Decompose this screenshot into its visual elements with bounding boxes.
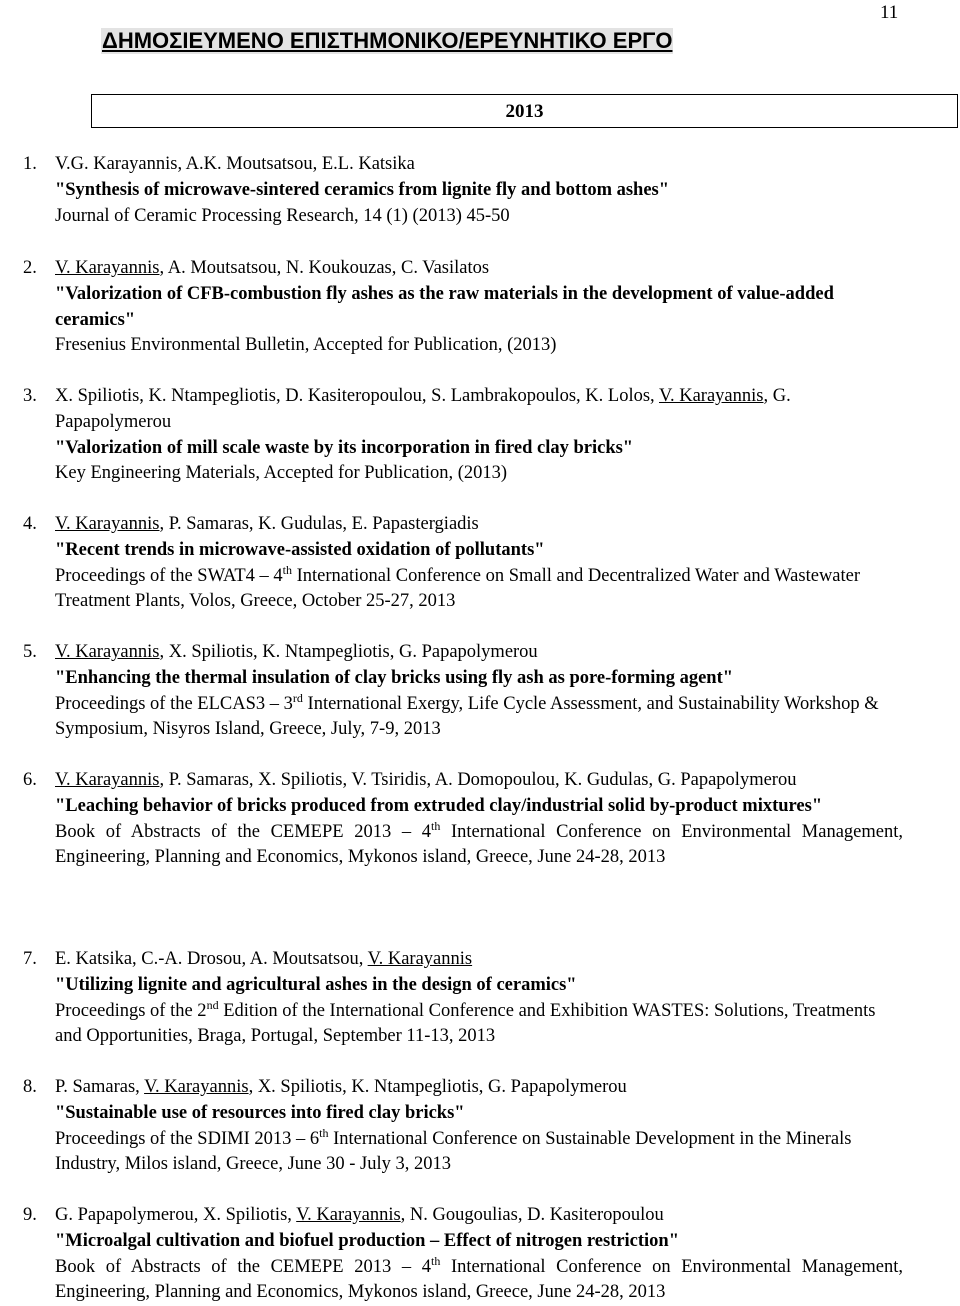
highlighted-author: V. Karayannis [55, 258, 160, 278]
authors-text: E. Katsika, C.-A. Drosou, A. Moutsatsou, [55, 949, 368, 969]
entry-title: "Sustainable use of resources into fired clay bricks" [55, 1102, 465, 1123]
entry-authors [55, 512, 903, 538]
highlighted-author: V. Karayannis [55, 770, 160, 790]
entry-title: "Recent trends in microwave-assisted oxidation of pollutants" [55, 539, 545, 560]
authors-text: , P. Samaras, K. Gudulas, E. Papastergiadis [159, 514, 479, 534]
highlighted-author: V. Karayannis [55, 642, 160, 662]
authors-text: , X. Spiliotis, K. Ntampegliotis, G. Papapolymerou [248, 1077, 627, 1097]
entry-number: 2. [23, 258, 37, 278]
publication-entry [23, 384, 903, 487]
entry-authors [55, 152, 903, 178]
entry-venue: Fresenius Environmental Bulletin, Accepted for Publication, (2013) [55, 335, 557, 356]
entry-venue [55, 1127, 903, 1179]
entry-venue: Journal of Ceramic Processing Research, 14 (1) (2013) 45-50 [55, 205, 510, 226]
entry-authors [55, 1203, 903, 1229]
venue-text: Proceedings of the SDIMI 2013 – 6 [55, 1128, 320, 1149]
publication-entry [23, 512, 903, 615]
venue-text: Edition of the International Conference and Exhibition WASTES: Solutions, Treatments and Opportunities, Braga, Portugal, September 11-13, 2013 [55, 1000, 876, 1047]
entry-authors [55, 1075, 903, 1101]
venue-text: International Conference on Small and Decentralized Water and Wastewater Treatment Plants, Volos, Greece, October 25-27, 2013 [55, 565, 861, 612]
year-header-box [91, 94, 958, 128]
authors-text: , N. Gougoulias, D. Kasiteropoulou [400, 1205, 664, 1225]
authors-text: , A. Moutsatsou, N. Koukouzas, C. Vasilatos [159, 258, 490, 278]
entry-title: "Synthesis of microwave-sintered ceramics from lignite fly and bottom ashes" [55, 179, 670, 200]
venue-text: International Conference on Environmental Management, Engineering, Planning and Economics, Mykonos island, Greece, June 24-28, 2013 [55, 821, 903, 868]
highlighted-author: V. Karayannis [367, 949, 473, 969]
highlighted-author: V. Karayannis [658, 386, 764, 406]
entry-title: "Utilizing lignite and agricultural ashes in the design of ceramics" [55, 974, 577, 995]
entry-authors [55, 947, 903, 973]
entry-title: "Leaching behavior of bricks produced from extruded clay/industrial solid by-product mixtures" [55, 795, 823, 816]
entry-number: 1. [23, 154, 37, 174]
entry-number: 5. [23, 642, 37, 662]
entry-venue [55, 999, 903, 1051]
venue-text: International Exergy, Life Cycle Assessment, and Sustainability Workshop & Symposium, Nisyros Island, Greece, July, 7-9, 2013 [55, 693, 879, 740]
publication-entry [23, 152, 903, 229]
venue-text: Proceedings of the 2 [55, 1000, 207, 1021]
entry-venue [55, 1255, 903, 1306]
authors-text: V.G. Karayannis, A.K. Moutsatsou, E.L. Katsika [55, 154, 415, 174]
venue-text: Proceedings of the SWAT4 – 4 [55, 565, 283, 586]
publication-entry [23, 640, 903, 743]
year-label: 2013 [505, 101, 544, 122]
authors-text: X. Spiliotis, K. Ntampegliotis, D. Kasiteropoulou, S. Lambrakopoulos, K. Lolos, [55, 386, 659, 406]
venue-text: Book of Abstracts of the CEMEPE 2013 – 4 [55, 821, 432, 842]
publication-entry [23, 768, 903, 871]
publication-entry [23, 947, 903, 1050]
entry-authors [55, 640, 903, 666]
entry-venue: Key Engineering Materials, Accepted for Publication, (2013) [55, 463, 508, 484]
entry-authors [55, 768, 903, 794]
page-number: 11 [880, 2, 899, 23]
entry-authors [55, 256, 903, 282]
authors-text: , G. Papapolymerou [55, 386, 791, 432]
ordinal-suffix: th [431, 818, 441, 833]
authors-text: P. Samaras, [55, 1077, 145, 1097]
entry-venue [55, 564, 903, 616]
entry-venue [55, 692, 903, 744]
highlighted-author: V. Karayannis [144, 1077, 249, 1097]
ordinal-suffix: rd [292, 690, 303, 705]
venue-text: International Conference on Environmental Management, Engineering, Planning and Economics, Mykonos island, Greece, June 24-28, 2013 [55, 1256, 903, 1303]
ordinal-suffix: th [431, 1253, 441, 1268]
authors-text: , P. Samaras, X. Spiliotis, V. Tsiridis, A. Domopoulou, K. Gudulas, G. Papapolymerou [159, 770, 797, 790]
venue-text: Proceedings of the ELCAS3 – 3 [55, 693, 293, 714]
entry-venue [55, 820, 903, 872]
entry-number: 9. [23, 1205, 37, 1225]
ordinal-suffix: th [319, 1125, 329, 1140]
entry-number: 4. [23, 514, 37, 534]
venue-text: Book of Abstracts of the CEMEPE 2013 – 4 [55, 1256, 432, 1277]
entry-title: "Enhancing the thermal insulation of clay bricks using fly ash as pore-forming agent" [55, 667, 734, 688]
entry-title: "Valorization of mill scale waste by its incorporation in fired clay bricks" [55, 437, 634, 458]
entry-number: 3. [23, 386, 37, 406]
page-heading: ΔΗΜΟΣΙΕΥΜΕΝΟ ΕΠΙΣΤΗΜΟΝΙΚΟ/ΕΡΕΥΝΗΤΙΚΟ ΕΡΓΟ [102, 28, 673, 53]
ordinal-suffix: th [282, 562, 292, 577]
authors-text: G. Papapolymerou, X. Spiliotis, [55, 1205, 297, 1225]
entry-number: 8. [23, 1077, 37, 1097]
highlighted-author: V. Karayannis [55, 514, 160, 534]
authors-text: , X. Spiliotis, K. Ntampegliotis, G. Papapolymerou [159, 642, 538, 662]
highlighted-author: V. Karayannis [296, 1205, 401, 1225]
entry-title: "Microalgal cultivation and biofuel production – Effect of nitrogen restriction" [55, 1230, 679, 1251]
publication-entry [23, 256, 903, 359]
entry-authors [55, 384, 903, 436]
entry-number: 7. [23, 949, 37, 969]
entry-title: "Valorization of CFB-combustion fly ashes as the raw materials in the development of value-added ceramics" [55, 283, 834, 330]
ordinal-suffix: nd [206, 997, 219, 1012]
venue-text: International Conference on Sustainable Development in the Minerals Industry, Milos island, Greece, June 30 - July 3, 2013 [55, 1128, 852, 1175]
entry-number: 6. [23, 770, 37, 790]
publication-entry [23, 1075, 903, 1178]
publication-entry [23, 1203, 903, 1306]
